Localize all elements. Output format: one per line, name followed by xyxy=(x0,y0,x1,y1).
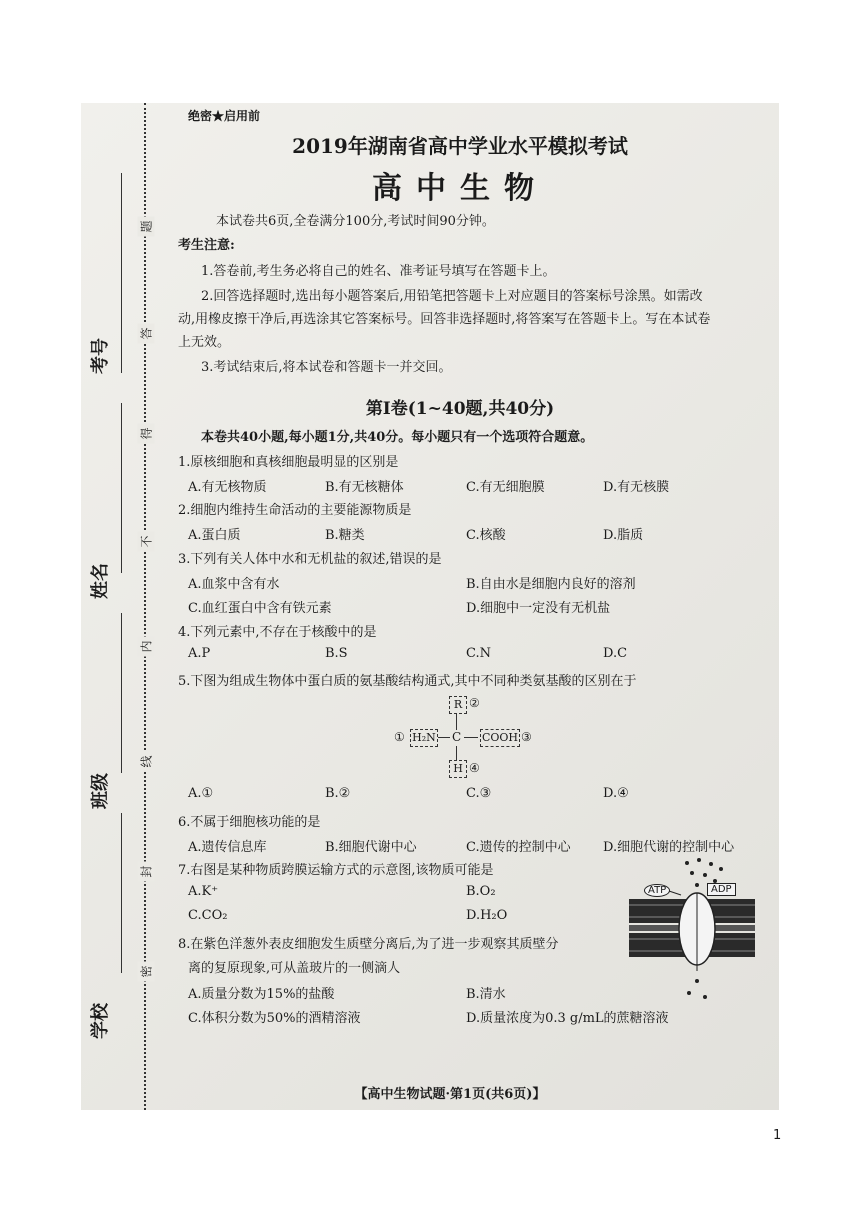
scanned-page xyxy=(81,103,779,1110)
school-underline xyxy=(121,813,122,973)
question-stem: 8.在紫色洋葱外表皮细胞发生质壁分离后,为了进一步观察其质壁分 xyxy=(178,937,559,952)
bond-line xyxy=(456,714,457,730)
option: D.H₂O xyxy=(466,908,508,923)
school-label: 学校 xyxy=(90,1003,111,1039)
exam-no-label: 考号 xyxy=(90,338,111,374)
seal-char: 题 xyxy=(138,217,155,237)
class-underline xyxy=(121,613,122,773)
question-stem: 6.不属于细胞核功能的是 xyxy=(178,815,321,830)
notes-heading: 考生注意: xyxy=(178,238,235,253)
notes-item: 动,用橡皮擦干净后,再选涂其它答案标号。回答非选择题时,将答案写在答题卡上。写在本试卷 xyxy=(178,312,711,327)
option: C.N xyxy=(466,646,491,661)
option: D.质量浓度为0.3 g/mL的蔗糖溶液 xyxy=(466,1011,669,1026)
option: C.核酸 xyxy=(466,528,506,543)
seal-char: 密 xyxy=(138,962,155,982)
question-stem: 2.细胞内维持生命活动的主要能源物质是 xyxy=(178,503,412,518)
option: C.CO₂ xyxy=(188,908,228,923)
option: A.遗传信息库 xyxy=(188,840,267,855)
option: B.O₂ xyxy=(466,884,496,899)
notes-item: 1.答卷前,考生务必将自己的姓名、准考证号填写在答题卡上。 xyxy=(201,264,556,279)
option: A.蛋白质 xyxy=(188,528,241,543)
option: A.P xyxy=(188,646,211,661)
option: B.② xyxy=(325,786,351,801)
adp-label: ADP xyxy=(707,883,736,896)
question-stem: 5.下图为组成生物体中蛋白质的氨基酸结构通式,其中不同种类氨基酸的区别在于 xyxy=(178,674,637,689)
class-label: 班级 xyxy=(90,773,111,809)
section-title: 第Ⅰ卷(1~40题,共40分) xyxy=(365,399,555,419)
option: A.血浆中含有水 xyxy=(188,577,280,592)
seal-char: 线 xyxy=(138,752,155,772)
option: C.③ xyxy=(466,786,492,801)
notes-item: 2.回答选择题时,选出每小题答案后,用铅笔把答题卡上对应题目的答案标号涂黑。如需改 xyxy=(201,289,703,304)
notes-item: 上无效。 xyxy=(178,335,231,350)
h-number: ④ xyxy=(469,761,480,775)
seal-char: 不 xyxy=(138,532,155,552)
membrane-transport-figure xyxy=(629,855,755,1005)
option: B.糖类 xyxy=(325,528,365,543)
page-footer: 【高中生物试题·第1页(共6页)】 xyxy=(354,1087,546,1102)
r-group-number: ② xyxy=(469,696,480,710)
seal-char: 封 xyxy=(138,862,155,882)
question-stem: 4.下列元素中,不存在于核酸中的是 xyxy=(178,625,377,640)
exam-title: 2019年湖南省高中学业水平模拟考试 xyxy=(292,134,628,158)
option: C.遗传的控制中心 xyxy=(466,840,571,855)
carboxyl-group-box: COOH xyxy=(480,729,520,747)
question-stem: 1.原核细胞和真核细胞最明显的区别是 xyxy=(178,455,399,470)
page-number: 1 xyxy=(773,1128,782,1143)
option: A.① xyxy=(188,786,214,801)
option: B.自由水是细胞内良好的溶剂 xyxy=(466,577,636,592)
amino-group-box: H₂N xyxy=(410,729,438,747)
option: A.K⁺ xyxy=(188,884,219,899)
bond-line xyxy=(438,737,450,738)
atp-label: ATP xyxy=(644,884,670,897)
seal-dotted-line xyxy=(144,103,146,1110)
alpha-carbon: C xyxy=(452,730,462,744)
option: A.质量分数为15%的盐酸 xyxy=(188,987,335,1002)
option: B.S xyxy=(325,646,348,661)
seal-char: 得 xyxy=(138,424,155,444)
option: D.④ xyxy=(603,786,629,801)
bond-line xyxy=(456,746,457,760)
option: D.细胞代谢的控制中心 xyxy=(603,840,735,855)
name-underline xyxy=(121,403,122,573)
option: D.细胞中一定没有无机盐 xyxy=(466,601,611,616)
question-stem: 7.右图是某种物质跨膜运输方式的示意图,该物质可能是 xyxy=(178,863,494,878)
amino-number: ① xyxy=(394,730,405,744)
name-label: 姓名 xyxy=(90,563,111,599)
option: B.细胞代谢中心 xyxy=(325,840,417,855)
seal-char: 答 xyxy=(138,324,155,344)
subject-title: 高中生物 xyxy=(372,171,548,206)
bond-line xyxy=(464,737,478,738)
option: D.有无核膜 xyxy=(603,480,670,495)
h-box: H xyxy=(449,760,467,778)
binding-strip xyxy=(81,103,161,1110)
confidential-mark: 绝密★启用前 xyxy=(188,109,261,123)
option: D.C xyxy=(603,646,628,661)
option: D.脂质 xyxy=(603,528,644,543)
question-stem: 3.下列有关人体中水和无机盐的叙述,错误的是 xyxy=(178,552,442,567)
question-stem-continued: 离的复原现象,可从盖玻片的一侧滴人 xyxy=(188,961,401,976)
option: C.血红蛋白中含有铁元素 xyxy=(188,601,332,616)
section-desc: 本卷共40小题,每小题1分,共40分。每小题只有一个选项符合题意。 xyxy=(201,430,594,445)
option: C.有无细胞膜 xyxy=(466,480,545,495)
option: C.体积分数为50%的酒精溶液 xyxy=(188,1011,361,1026)
seal-char: 内 xyxy=(138,637,155,657)
carboxyl-number: ③ xyxy=(521,730,532,744)
option: B.有无核糖体 xyxy=(325,480,404,495)
option: A.有无核物质 xyxy=(188,480,267,495)
r-group-box: R xyxy=(449,696,467,714)
option: B.清水 xyxy=(466,987,506,1002)
notes-item: 3.考试结束后,将本试卷和答题卡一并交回。 xyxy=(201,360,452,375)
intro-text: 本试卷共6页,全卷满分100分,考试时间90分钟。 xyxy=(216,214,495,229)
